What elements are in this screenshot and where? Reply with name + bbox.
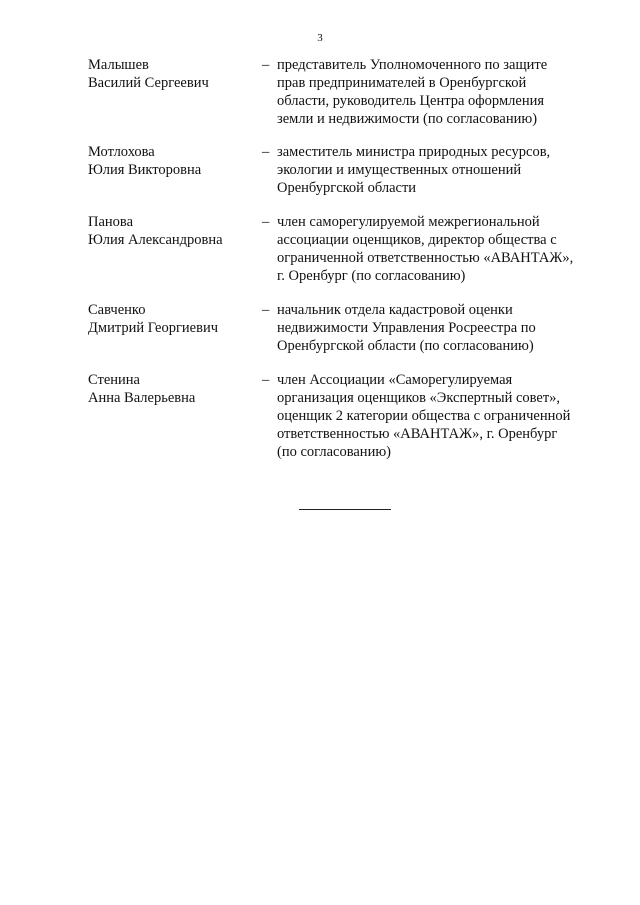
description-line: Оренбургской области	[277, 180, 417, 196]
description-line: организация оценщиков «Экспертный совет»,	[277, 390, 561, 406]
member-surname: Мотлохова	[88, 144, 155, 160]
member-description	[277, 213, 597, 285]
dash-separator: –	[262, 144, 270, 160]
page-number: 3	[317, 32, 323, 44]
description-line: (по согласованию)	[277, 444, 391, 460]
description-line: ассоциации оценщиков, директор общества с	[277, 232, 557, 248]
description-line: представитель Уполномоченного по защите	[277, 57, 548, 73]
description-line: член саморегулируемой межрегиональной	[277, 214, 540, 230]
description-line: Оренбургской области (по согласованию)	[277, 338, 534, 354]
member-description	[277, 301, 597, 355]
description-line: земли и недвижимости (по согласованию)	[277, 111, 538, 127]
member-surname: Панова	[88, 214, 134, 230]
dash-separator: –	[262, 214, 270, 230]
member-given-names: Дмитрий Георгиевич	[88, 320, 218, 336]
description-line: недвижимости Управления Росреестра по	[277, 320, 536, 336]
description-line: ответственностью «АВАНТАЖ», г. Оренбург	[277, 426, 558, 442]
member-surname: Стенина	[88, 372, 140, 388]
description-line: начальник отдела кадастровой оценки	[277, 302, 513, 318]
member-surname: Малышев	[88, 57, 149, 73]
member-name	[88, 371, 258, 407]
dash-separator: –	[262, 372, 270, 388]
member-description	[277, 371, 597, 461]
description-line: области, руководитель Центра оформления	[277, 93, 545, 109]
member-name	[88, 301, 258, 337]
dash-separator: –	[262, 57, 270, 73]
member-given-names: Юлия Александровна	[88, 232, 223, 248]
member-surname: Савченко	[88, 302, 146, 318]
description-line: ограниченной ответственностью «АВАНТАЖ»,	[277, 250, 574, 266]
member-given-names: Анна Валерьевна	[88, 390, 196, 406]
description-line: прав предпринимателей в Оренбургской	[277, 75, 527, 91]
description-line: г. Оренбург (по согласованию)	[277, 268, 466, 284]
member-description	[277, 56, 597, 128]
member-description	[277, 143, 597, 197]
member-given-names: Юлия Викторовна	[88, 162, 202, 178]
member-given-names: Василий Сергеевич	[88, 75, 209, 91]
description-line: экологии и имущественных отношений	[277, 162, 522, 178]
description-line: член Ассоциации «Саморегулируемая	[277, 372, 513, 388]
description-line: оценщик 2 категории общества с ограниченной	[277, 408, 571, 424]
member-name	[88, 143, 258, 179]
end-of-list-rule	[299, 509, 391, 510]
member-name	[88, 213, 258, 249]
dash-separator: –	[262, 302, 270, 318]
member-name	[88, 56, 258, 92]
description-line: заместитель министра природных ресурсов,	[277, 144, 551, 160]
